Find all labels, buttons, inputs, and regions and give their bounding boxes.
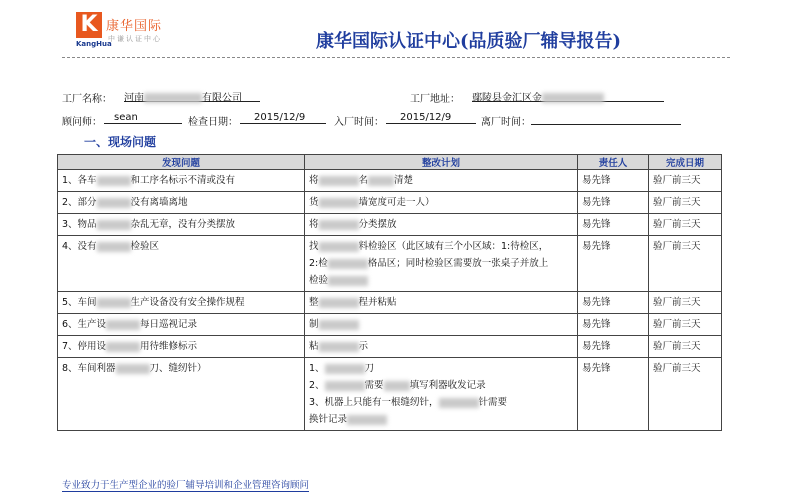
table-row [58, 358, 722, 431]
table-header-row [58, 155, 722, 170]
redacted-block [97, 298, 131, 308]
plan-cell [305, 292, 578, 314]
redacted-block [319, 298, 359, 308]
issue-text-start: 1、各车 [62, 175, 97, 186]
owner-cell: 易先锋 [578, 336, 649, 358]
due-cell: 验厂前三天 [649, 236, 722, 292]
redacted-block [328, 259, 368, 269]
redacted-block [97, 176, 131, 186]
issue-text-start: 4、没有 [62, 241, 97, 252]
owner-cell: 易先锋 [578, 358, 649, 431]
due-cell: 验厂前三天 [649, 170, 722, 192]
plan-cell [305, 192, 578, 214]
logo-name: 康华国际 [106, 19, 163, 34]
issue-cell [58, 292, 305, 314]
consultant-label: 顾问师： [62, 117, 102, 128]
plan-text-end: 墙宽度可走一人） [358, 197, 435, 208]
entry-time-value: 2015/12/9 [386, 112, 476, 124]
logo-tagline: 中谦认证中心 [108, 35, 162, 43]
table-row [58, 214, 722, 236]
plan-cell [305, 314, 578, 336]
plan-line [309, 216, 573, 233]
issue-text-end: 每日巡视记录 [140, 319, 198, 330]
plan-text-start: 整 [309, 297, 319, 308]
plan-text-start: 2:检 [309, 258, 328, 269]
redacted-block [319, 220, 359, 230]
plan-text-start: 2、 [309, 380, 325, 391]
due-cell: 验厂前三天 [649, 192, 722, 214]
redacted-block [106, 320, 140, 330]
owner-cell: 易先锋 [578, 314, 649, 336]
table-row [58, 336, 722, 358]
plan-text-start: 将 [309, 175, 319, 186]
plan-text-start: 货 [309, 197, 319, 208]
entry-time-label: 入厂时间： [334, 117, 384, 128]
redacted-block [144, 93, 202, 103]
issue-text-end: 没有离墙离地 [130, 197, 188, 208]
plan-text-end: 针需要 [478, 397, 508, 408]
factory-name-suffix: 有限公司 [202, 93, 242, 104]
issue-text-end: 用待维修标示 [140, 341, 198, 352]
redacted-block [319, 342, 359, 352]
exit-time-label: 离厂时间： [481, 117, 531, 128]
issue-text-start: 8、车间利器 [62, 363, 116, 374]
logo-english: KangHua [76, 40, 112, 48]
plan-line [309, 294, 573, 311]
plan-line [309, 394, 573, 411]
header-divider [62, 57, 730, 58]
plan-line [309, 338, 573, 355]
plan-text-end: 料检验区（此区域有三个小区域：1:待检区， [358, 241, 549, 252]
issue-text-start: 6、生产设 [62, 319, 107, 330]
plan-line [309, 172, 573, 189]
issue-text-start: 3、物品 [62, 219, 97, 230]
check-date-label: 检查日期： [188, 117, 238, 128]
table-row [58, 292, 722, 314]
owner-cell: 易先锋 [578, 236, 649, 292]
redacted-block [319, 198, 359, 208]
report-title: 康华国际认证中心(品质验厂辅导报告) [316, 31, 622, 52]
redacted-block [319, 242, 359, 252]
redacted-block [368, 176, 394, 186]
table-row [58, 170, 722, 192]
footer-slogan: 专业致力于生产型企业的验厂辅导培训和企业管理咨询顾问 [62, 477, 309, 492]
due-cell: 验厂前三天 [649, 214, 722, 236]
plan-text-end: 格品区；同时检验区需要放一张桌子并放上 [367, 258, 549, 269]
issue-cell [58, 214, 305, 236]
plan-line [309, 238, 573, 255]
plan-line [309, 360, 573, 377]
table-row [58, 314, 722, 336]
plan-text-start: 粘 [309, 341, 319, 352]
factory-address-value [472, 89, 664, 102]
plan-text-end: 清楚 [394, 175, 414, 186]
factory-name-prefix: 河南 [124, 93, 144, 104]
plan-text-start: 换针记录 [309, 414, 348, 425]
due-cell: 验厂前三天 [649, 358, 722, 431]
plan-line [309, 255, 573, 272]
check-date-value: 2015/12/9 [240, 112, 326, 124]
table-body [58, 170, 722, 431]
plan-text-end: 分类摆放 [358, 219, 397, 230]
section-title: 一、现场问题 [84, 135, 157, 149]
due-cell: 验厂前三天 [649, 336, 722, 358]
plan-text-mid: 需要 [364, 380, 384, 391]
due-cell: 验厂前三天 [649, 292, 722, 314]
issue-text-start: 7、停用设 [62, 341, 107, 352]
factory-address-text: 鄢陵县金汇区金 [472, 93, 542, 104]
redacted-block [97, 242, 131, 252]
plan-text-start: 找 [309, 241, 319, 252]
redacted-block [97, 198, 131, 208]
redacted-block [439, 398, 479, 408]
plan-cell [305, 170, 578, 192]
plan-line [309, 272, 573, 289]
redacted-block [116, 364, 150, 374]
plan-line [309, 316, 573, 333]
issue-cell [58, 314, 305, 336]
company-logo [76, 12, 186, 48]
header-issue: 发现问题 [58, 155, 305, 170]
plan-text-start: 制 [309, 319, 319, 330]
plan-cell [305, 358, 578, 431]
issue-cell [58, 192, 305, 214]
redacted-block [325, 364, 365, 374]
plan-text-end: 填写利器收发记录 [409, 380, 486, 391]
plan-text-end: 刀 [364, 363, 375, 374]
redacted-block [328, 276, 368, 286]
owner-cell: 易先锋 [578, 192, 649, 214]
issue-text-end: 生产设备没有安全操作规程 [130, 297, 245, 308]
factory-name-label: 工厂名称： [62, 94, 112, 105]
issues-table [57, 154, 722, 431]
issue-text-end: 杂乱无章，没有分类摆放 [130, 219, 236, 230]
owner-cell: 易先锋 [578, 170, 649, 192]
plan-line [309, 194, 573, 211]
redacted-block [542, 93, 604, 103]
plan-cell [305, 236, 578, 292]
plan-cell [305, 214, 578, 236]
issue-cell [58, 336, 305, 358]
header-plan: 整改计划 [305, 155, 578, 170]
owner-cell: 易先锋 [578, 214, 649, 236]
table-row [58, 236, 722, 292]
plan-text-mid: 名 [358, 175, 369, 186]
issue-text-start: 5、车间 [62, 297, 97, 308]
redacted-block [319, 176, 359, 186]
redacted-block [319, 320, 359, 330]
factory-name-value [124, 89, 260, 102]
consultant-value: sean [104, 112, 182, 124]
header-owner: 责任人 [578, 155, 649, 170]
plan-line [309, 411, 573, 428]
logo-mark: K [76, 12, 102, 38]
exit-time-value [531, 112, 681, 125]
plan-text-start: 将 [309, 219, 319, 230]
header-due: 完成日期 [649, 155, 722, 170]
due-cell: 验厂前三天 [649, 314, 722, 336]
plan-text-end: 程并粘贴 [358, 297, 397, 308]
redacted-block [106, 342, 140, 352]
owner-cell: 易先锋 [578, 292, 649, 314]
issue-cell [58, 236, 305, 292]
plan-text-start: 1、 [309, 363, 325, 374]
plan-cell [305, 336, 578, 358]
plan-text-start: 检验 [309, 275, 329, 286]
plan-text-end: 示 [358, 341, 369, 352]
issue-text-end: 和工序名标示不清或没有 [130, 175, 236, 186]
table-row [58, 192, 722, 214]
plan-line [309, 377, 573, 394]
redacted-block [97, 220, 131, 230]
plan-text-start: 3、机器上只能有一根缝纫针， [309, 397, 439, 408]
redacted-block [347, 415, 387, 425]
redacted-block [384, 381, 410, 391]
redacted-block [325, 381, 365, 391]
issue-text-end: 刀、缝纫针） [149, 363, 207, 374]
issue-cell [58, 358, 305, 431]
issue-text-start: 2、部分 [62, 197, 97, 208]
issue-text-end: 检验区 [130, 241, 160, 252]
factory-address-label: 工厂地址： [410, 94, 460, 105]
issue-cell [58, 170, 305, 192]
